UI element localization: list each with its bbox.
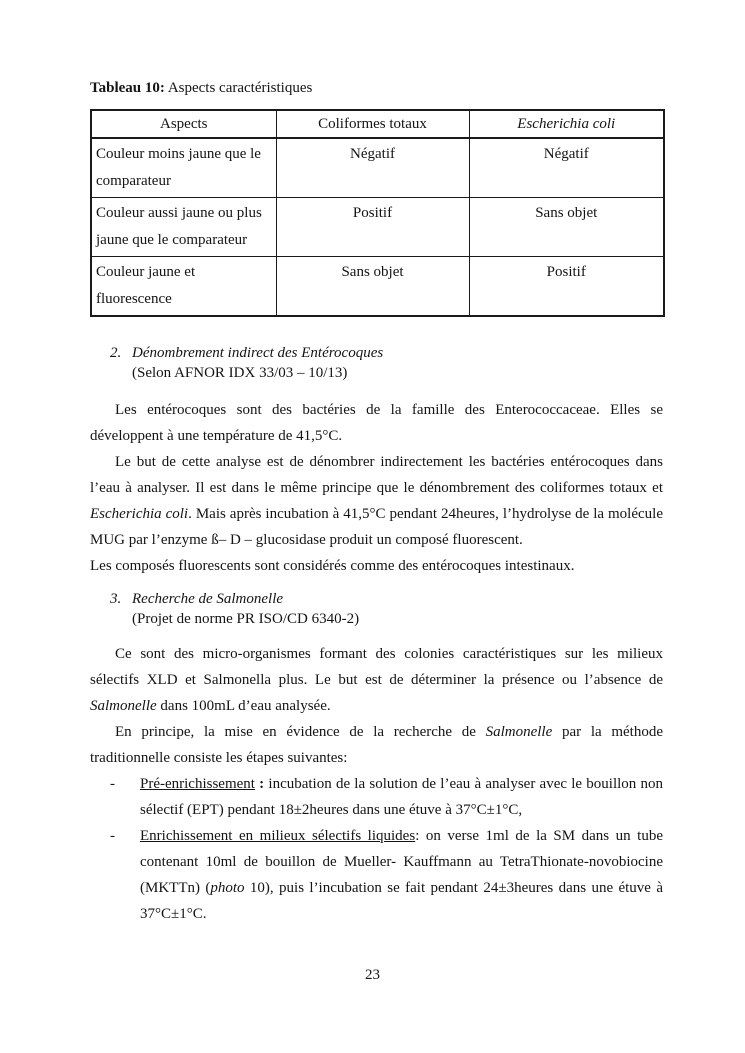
paragraph-salmonelle-principe — [90, 719, 663, 771]
table-header-row — [91, 110, 664, 138]
bullet-pre-enrichissement — [90, 771, 663, 823]
cell-ecoli: Négatif — [469, 138, 664, 198]
paragraph-enterocoques-definition: Les entérocoques sont des bactéries de la famille des Enterococcaceae. Elles se développent à une température de 41,5°C. — [90, 402, 663, 444]
table-title-label: Tableau 10: — [90, 80, 165, 96]
paragraph-salmonelle-definition — [90, 641, 663, 719]
bullet-term-underlined: Enrichissement en milieux sélectifs liquides — [140, 828, 416, 844]
table-row — [91, 138, 664, 198]
text-segment: . Mais après incubation à 41,5°C pendant 24heures, l’hydrolyse de la molécule MUG par l’enzyme ß– D – glucosidase produit un composé fluorescent. — [90, 506, 663, 548]
section-2-number: 2. — [110, 345, 122, 361]
bullet-dash: - — [110, 776, 115, 792]
text-segment: par la méthode traditionnelle consiste les étapes suivantes: — [90, 724, 663, 766]
section-heading-2 — [110, 343, 663, 383]
table-row — [91, 257, 664, 317]
text-segment-italic: photo — [210, 880, 245, 896]
header-escherichia-coli: Escherichia coli — [469, 110, 664, 138]
table-title-text: Aspects caractéristiques — [164, 80, 313, 96]
cell-coliformes: Négatif — [276, 138, 469, 198]
section-3-title: Recherche de Salmonelle — [132, 591, 284, 607]
section-3-subtitle: (Projet de norme PR ISO/CD 6340-2) — [132, 611, 360, 627]
bullet-dash: - — [110, 828, 115, 844]
page-number: 23 — [365, 967, 380, 983]
cell-aspect: Couleur aussi jaune ou plus jaune que le comparateur — [91, 198, 276, 257]
text-segment-italic: Salmonelle — [485, 724, 553, 740]
text-segment: Ce sont des micro-organismes formant des colonies caractéristiques sur les milieux sélectifs XLD et Salmonella plus. Le but est de déterminer la présence ou l’absence de — [90, 646, 663, 688]
section-2-subtitle: (Selon AFNOR IDX 33/03 – 10/13) — [132, 365, 348, 381]
section-heading-3 — [110, 589, 663, 629]
section-3-number: 3. — [110, 591, 122, 607]
text-segment: 10), puis l’incubation se fait pendant 24±3heures dans une étuve à 37°C±1°C. — [140, 880, 663, 922]
cell-coliformes: Positif — [276, 198, 469, 257]
text-segment: incubation de la solution de l’eau à analyser avec le bouillon non sélectif (EPT) pendant 18±2heures dans une étuve à 37°C±1°C, — [140, 776, 663, 818]
text-segment: En principe, la mise en évidence de la recherche de — [115, 724, 486, 740]
section-2-title: Dénombrement indirect des Entérocoques — [132, 345, 384, 361]
cell-coliformes: Sans objet — [276, 257, 469, 317]
text-segment: dans 100mL d’eau analysée. — [156, 698, 331, 714]
text-segment: : on verse 1ml de la SM dans un tube contenant 10ml de bouillon de Mueller- Kauffmann au TetraThionate-novobiocine (MKTTn) ( — [140, 828, 663, 896]
text-segment-italic: Salmonelle — [90, 698, 157, 714]
text-segment: Le but de cette analyse est de dénombrer indirectement les bactéries entérocoques dans l’eau à analyser. Il est dans le même principe que le dénombrement des coliformes totaux et — [90, 454, 663, 496]
table-row — [91, 198, 664, 257]
paragraph-composes-fluorescents: Les composés fluorescents sont considérés comme des entérocoques intestinaux. — [90, 558, 575, 574]
header-coliformes-totaux: Coliformes totaux — [276, 110, 469, 138]
cell-aspect: Couleur moins jaune que le comparateur — [91, 138, 276, 198]
bullet-enrichissement-milieux — [90, 823, 663, 927]
paragraph-enterocoques-but — [90, 449, 663, 553]
text-segment-italic: Escherichia coli — [90, 506, 189, 522]
cell-aspect: Couleur jaune et fluorescence — [91, 257, 276, 317]
header-aspects: Aspects — [91, 110, 276, 138]
cell-ecoli: Positif — [469, 257, 664, 317]
aspects-table — [90, 109, 665, 317]
table-title — [90, 80, 663, 96]
bullet-term-underlined: Pré-enrichissement — [140, 776, 255, 792]
cell-ecoli: Sans objet — [469, 198, 664, 257]
bullet-colon-bold: : — [254, 776, 265, 792]
